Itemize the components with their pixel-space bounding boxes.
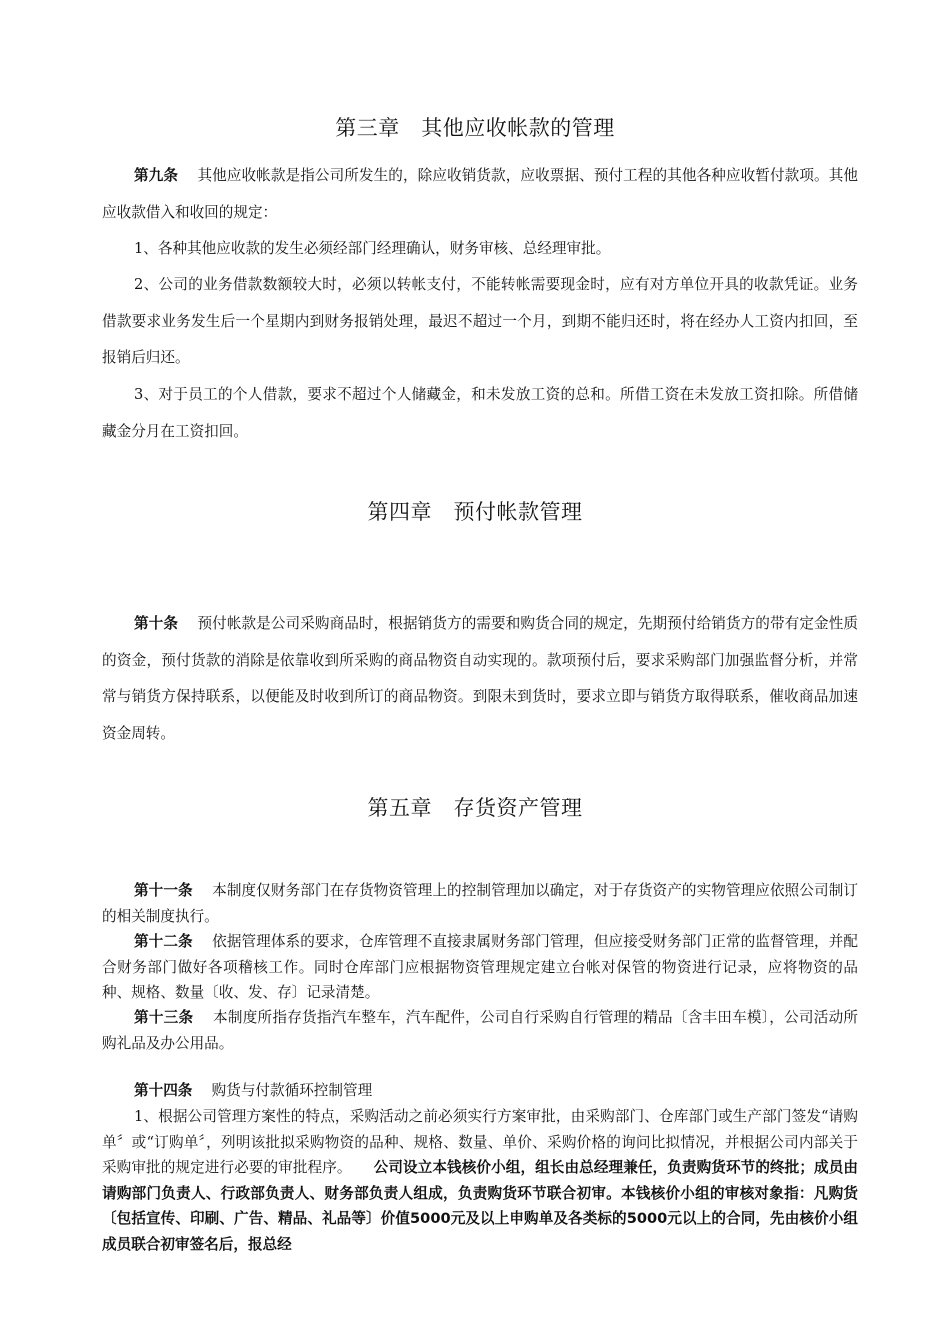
article-14 [102, 1078, 858, 1104]
article-13 [102, 1005, 858, 1056]
article-9-label: 第九条 [134, 167, 179, 184]
article-12-label: 第十二条 [134, 933, 193, 950]
article-14-item-1-bold: 公司设立本钱核价小组，组长由总经理兼任，负责购货环节的终批；成员由请购部门负责人、行政部负责人、财务部负责人组成，负责购货环节联合初审。本钱核价小组的审核对象指：凡购货〔包括宣传、印刷、广告、精品、礼品等〕价值5000元及以上申购单及各类标的5000元以上的合同，先由核价小组成员联合初审签名后，报总经 [102, 1159, 858, 1253]
article-12-body: 依据管理体系的要求，仓库管理不直接隶属财务部门管理，但应接受财务部门正常的监督管理，并配合财务部门做好各项稽核工作。同时仓库部门应根据物资管理规定建立台帐对保管的物资进行记录，应将物资的品种、规格、数量〔收、发、存〕记录清楚。 [102, 933, 858, 1001]
article-10 [102, 606, 858, 752]
chapter-4-title: 第四章 预付帐款管理 [367, 500, 583, 524]
article-12 [102, 929, 858, 1006]
article-14-body: 购货与付款循环控制管理 [211, 1082, 373, 1099]
article-13-label: 第十三条 [134, 1009, 194, 1026]
article-14-item-1-text: 1、根据公司管理方案性的特点，采购活动之前必须实行方案审批，由采购部门、仓库部门或生产部门签发“请购单〞或“订购单〞，列明该批拟采购物资的品种、规格、数量、单价、采购价格的询问比拟情况，并根据公司内部关于采购审批的规定进行必要的审批程序。 [102, 1108, 858, 1176]
article-10-label: 第十条 [134, 615, 179, 632]
article-9-item-1: 1、各种其他应收款的发生必须经部门经理确认，财务审核、总经理审批。 [134, 240, 611, 257]
article-11-body: 本制度仅财务部门在存货物资管理上的控制管理加以确定，对于存货资产的实物管理应依照公司制订的相关制度执行。 [102, 882, 858, 925]
article-9 [102, 158, 858, 231]
article-9-item-3: 3、对于员工的个人借款，要求不超过个人储藏金，和未发放工资的总和。所借工资在未发放工资扣除。所借储藏金分月在工资扣回。 [102, 386, 858, 440]
article-11-label: 第十一条 [134, 882, 193, 899]
article-14-label: 第十四条 [134, 1082, 193, 1099]
chapter-5-title: 第五章 存货资产管理 [367, 796, 583, 820]
article-14-item-1 [102, 1104, 858, 1257]
article-9-body: 其他应收帐款是指公司所发生的，除应收销货款，应收票据、预付工程的其他各种应收暂付款项。其他应收款借入和收回的规定： [102, 167, 858, 221]
article-13-body: 本制度所指存货指汽车整车，汽车配件，公司自行采购自行管理的精品〔含丰田车模〕，公司活动所购礼品及办公用品。 [102, 1009, 858, 1052]
chapter-3-title: 第三章 其他应收帐款的管理 [335, 116, 615, 140]
article-10-body: 预付帐款是公司采购商品时，根据销货方的需要和购货合同的规定，先期预付给销货方的带有定金性质的资金，预付货款的消除是依靠收到所采购的商品物资自动实现的。款项预付后，要求采购部门加强监督分析，并常常与销货方保持联系，以便能及时收到所订的商品物资。到限未到货时，要求立即与销货方取得联系，催收商品加速资金周转。 [102, 615, 858, 742]
article-11 [102, 878, 858, 929]
article-9-item-2: 2、公司的业务借款数额较大时，必须以转帐支付，不能转帐需要现金时，应有对方单位开具的收款凭证。业务借款要求业务发生后一个星期内到财务报销处理，最迟不超过一个月，到期不能归还时，将在经办人工资内扣回，至报销后归还。 [102, 276, 858, 366]
